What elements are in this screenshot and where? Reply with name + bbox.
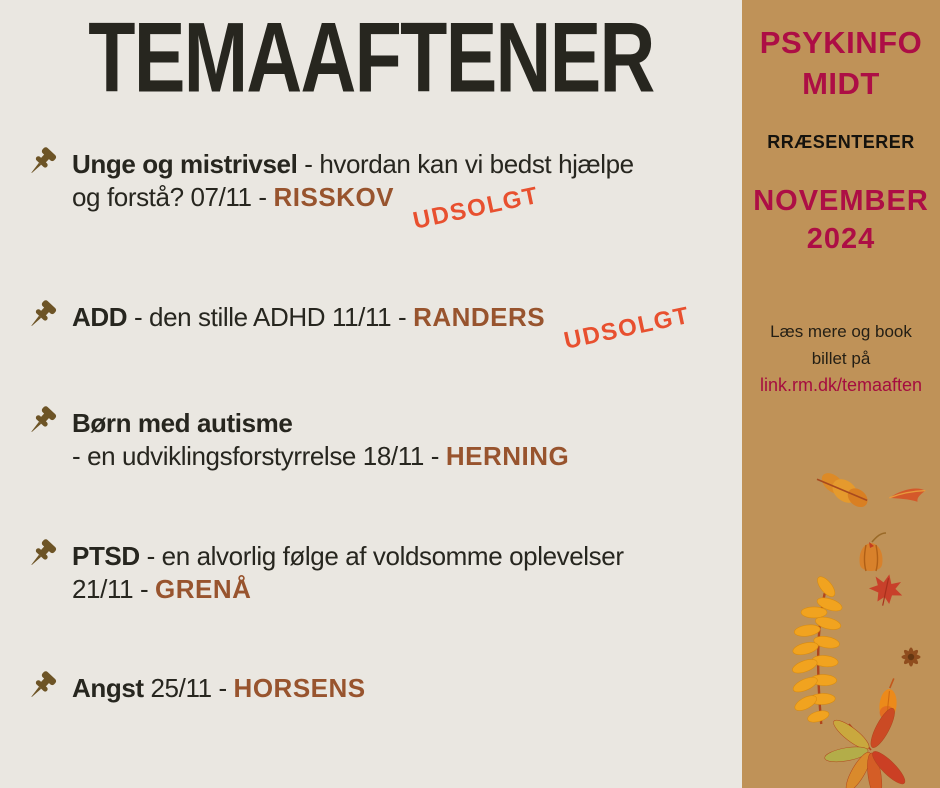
maple-leaf-icon — [866, 571, 906, 609]
event-description: - en udviklingsforstyrrelse 18/11 - — [72, 441, 446, 471]
event-line — [72, 672, 366, 705]
events-list — [26, 148, 734, 705]
brand-name-line2: MIDT — [802, 66, 880, 101]
event-description: - en alvorlig følge af voldsomme oplevelser — [139, 541, 624, 571]
booking-link[interactable]: link.rm.dk/temaaften — [759, 375, 923, 395]
creeper-leaf-icon — [824, 705, 909, 788]
pushpin-icon — [26, 670, 59, 703]
event-description: 21/11 - — [72, 574, 156, 604]
page-title: TEMAAFTENER — [88, 3, 654, 114]
event-line — [72, 181, 634, 235]
month-block — [742, 182, 940, 258]
presents-label: RRÆSENTERER — [767, 132, 915, 152]
cta-line2: billet på — [811, 349, 871, 368]
event-item — [26, 301, 734, 355]
year-label: 2024 — [806, 223, 876, 255]
event-item — [26, 148, 734, 235]
event-text — [72, 148, 634, 235]
event-line — [72, 148, 634, 181]
month-label: NOVEMBER — [753, 185, 929, 217]
event-location: RISSKOV — [273, 182, 395, 212]
pushpin-icon — [26, 538, 59, 571]
pushpin-icon — [26, 299, 59, 332]
event-location: RANDERS — [413, 302, 546, 332]
soldout-badge: UDSOLGT — [561, 301, 693, 355]
event-text — [72, 407, 569, 473]
event-line — [72, 440, 569, 473]
brand — [742, 22, 940, 104]
sidebar — [742, 0, 940, 788]
red-leaf-icon — [889, 480, 925, 507]
star-anise-icon — [902, 648, 921, 667]
cta-text — [742, 318, 940, 372]
event-item — [26, 540, 734, 606]
event-title: Børn med autisme — [72, 408, 293, 438]
event-title: Angst — [72, 673, 144, 703]
event-description: og forstå? 07/11 - — [72, 182, 274, 212]
autumn-leaves-decoration — [742, 428, 940, 788]
event-description: - hvordan kan vi bedst hjælpe — [297, 149, 634, 179]
physalis-icon — [859, 533, 886, 571]
event-line — [72, 301, 693, 355]
event-title: ADD — [72, 302, 128, 332]
event-item — [26, 672, 734, 705]
event-text — [72, 301, 693, 355]
event-description: 25/11 - — [143, 673, 234, 703]
event-title: PTSD — [72, 541, 140, 571]
event-line — [72, 407, 569, 440]
event-item — [26, 407, 734, 473]
soldout-badge: UDSOLGT — [410, 181, 542, 235]
event-line — [72, 573, 624, 606]
event-title: Unge og mistrivsel — [72, 149, 298, 179]
event-line — [72, 540, 624, 573]
event-location: HERNING — [445, 441, 570, 471]
event-location: GRENÅ — [155, 574, 252, 604]
event-location: HORSENS — [233, 673, 366, 703]
rowan-leaf-icon — [764, 571, 871, 730]
event-text — [72, 540, 624, 606]
pushpin-icon — [26, 146, 59, 179]
oak-leaf-icon — [816, 464, 871, 515]
pushpin-icon — [26, 405, 59, 438]
cta-line1: Læs mere og book — [770, 322, 912, 341]
brand-name-line1: PSYKINFO — [759, 25, 923, 60]
event-description: - den stille ADHD 11/11 - — [127, 302, 414, 332]
event-text — [72, 672, 366, 705]
